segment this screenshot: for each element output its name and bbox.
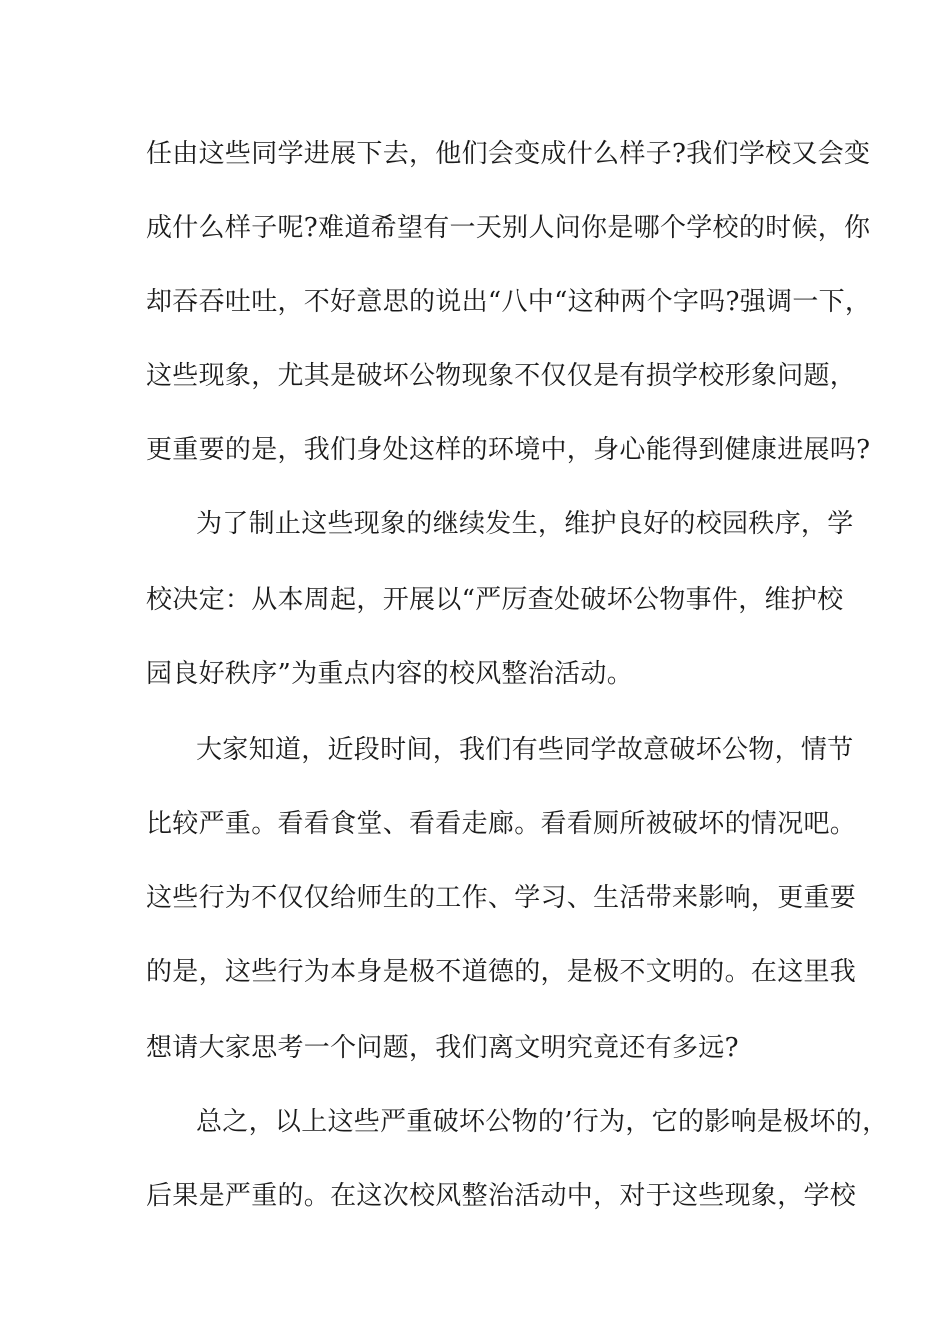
text-line: 这些行为不仅仅给师生的工作、学习、生活带来影响，更重要 bbox=[146, 883, 857, 913]
text-line: 比较严重。看看食堂、看看走廊。看看厕所被破坏的情况吧。 bbox=[146, 809, 857, 839]
text-line: 成什么样子呢?难道希望有一天别人问你是哪个学校的时候，你 bbox=[146, 213, 871, 243]
paragraph-start-line: 总之，以上这些严重破坏公物的’行为，它的影响是极坏的， bbox=[196, 1107, 889, 1137]
text-line: 后果是严重的。在这次校风整治活动中，对于这些现象，学校 bbox=[146, 1181, 857, 1211]
text-line: 想请大家思考一个问题，我们离文明究竟还有多远? bbox=[146, 1033, 739, 1063]
text-line: 校决定：从本周起，开展以“严厉查处破坏公物事件，维护校 bbox=[146, 585, 844, 615]
paragraph-start-line: 大家知道，近段时间，我们有些同学故意破坏公物，情节 bbox=[196, 735, 854, 765]
text-line: 却吞吞吐吐，不好意思的说出“八中“这种两个字吗?强调一下， bbox=[146, 287, 872, 317]
paragraph-start-line: 为了制止这些现象的继续发生，维护良好的校园秩序，学 bbox=[196, 509, 854, 539]
text-line: 更重要的是，我们身处这样的环境中，身心能得到健康进展吗? bbox=[146, 435, 871, 465]
text-line: 的是，这些行为本身是极不道德的，是极不文明的。在这里我 bbox=[146, 957, 857, 987]
text-line: 任由这些同学进展下去，他们会变成什么样子?我们学校又会变 bbox=[146, 139, 871, 169]
text-line: 园良好秩序”为重点内容的校风整治活动。 bbox=[146, 659, 633, 689]
text-line: 这些现象，尤其是破坏公物现象不仅仅是有损学校形象问题， bbox=[146, 361, 857, 391]
